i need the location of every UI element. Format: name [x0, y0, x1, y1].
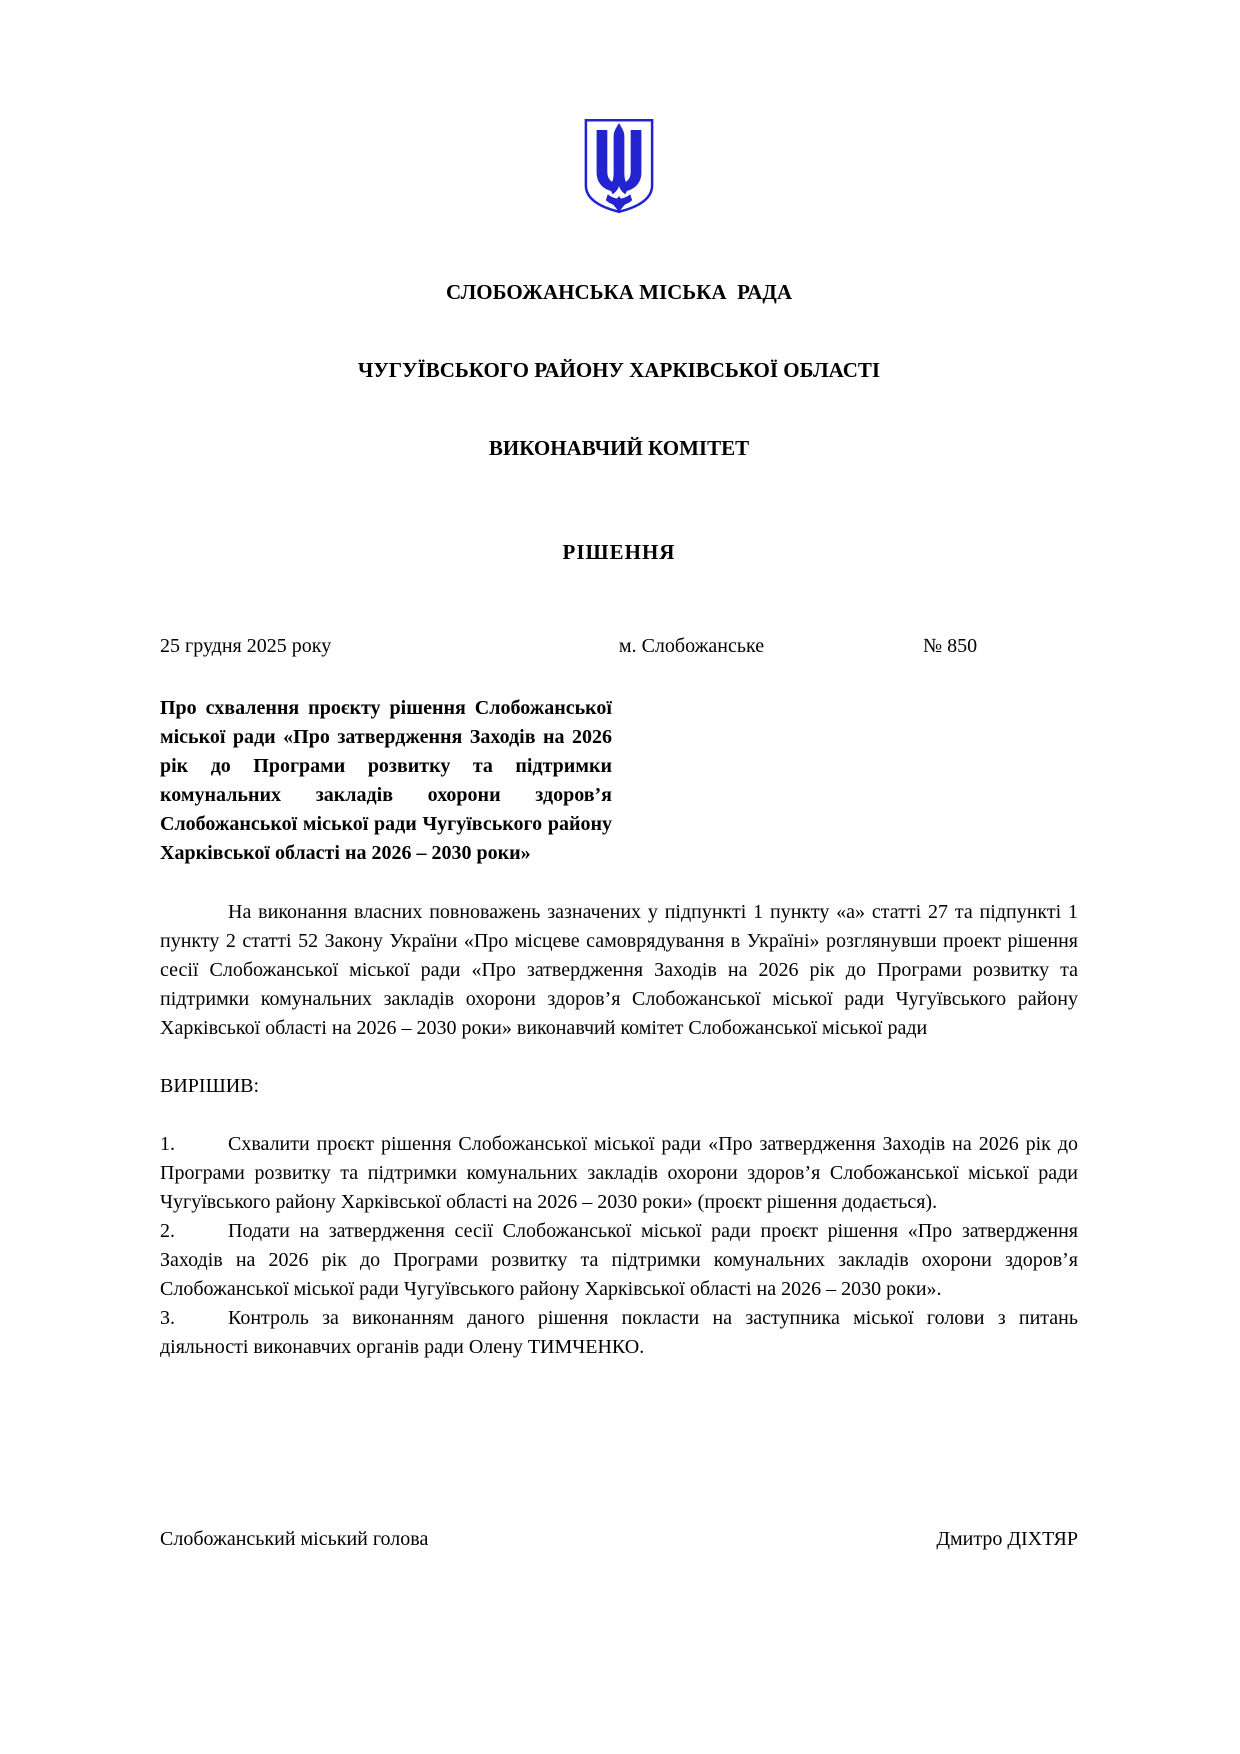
- resolution-items: [160, 1130, 1078, 1362]
- organization-header: [160, 227, 1078, 513]
- signatory-name: Дмитро ДІХТЯР: [936, 1528, 1078, 1550]
- ukraine-trident-emblem-icon: [582, 116, 656, 216]
- resolution-item-2: [160, 1217, 1078, 1304]
- signatory-position: Слобожанський міський голова: [160, 1528, 429, 1550]
- item-number: 2.: [160, 1220, 175, 1242]
- org-committee-line: ВИКОНАВЧИЙ КОМІТЕТ: [488, 436, 750, 460]
- document-number: № 850: [923, 635, 978, 657]
- item-text: Подати на затвердження сесії Слобожанської міської ради проєкт рішення «Про затвердження Заходів на 2026 рік до Програми розвитку та підтримки комунальних закладів охорони здоров’я Слобожанської міської ради Чугуївського району Харківської області на 2026 – 2030 роки».: [160, 1220, 1078, 1300]
- item-text: Контроль за виконанням даного рішення покласти на заступника міської голови з питань діяльності виконавчих органів ради Олену ТИМЧЕНКО.: [160, 1307, 1078, 1358]
- org-name-line: СЛОБОЖАНСЬКА МІСЬКА РАДА: [446, 280, 792, 304]
- preamble-paragraph: На виконання власних повноважень зазначених у підпункті 1 пункту «а» статті 27 та підпункті 1 пункту 2 статті 52 Закону України «Про місцеве самоврядування в Україні» розглянувши проект рішення сесії Слобожанської міської ради «Про затвердження Заходів на 2026 рік до Програми розвитку та підтримки комунальних закладів охорони здоров’я Слобожанської міської ради Чугуївського району Харківської області на 2026 – 2030 роки» виконавчий комітет Слобожанської міської ради: [160, 901, 1078, 1039]
- item-text: Схвалити проєкт рішення Слобожанської міської ради «Про затвердження Заходів на 2026 рік до Програми розвитку та підтримки комунальних закладів охорони здоров’я Слобожанської міської ради Чугуївського району Харківської області на 2026 – 2030 роки» (проєкт рішення додається).: [160, 1133, 1078, 1213]
- document-place: м. Слобожанське: [618, 635, 765, 657]
- resolved-label: ВИРІШИВ:: [160, 1075, 260, 1097]
- document-date: 25 грудня 2025 року: [160, 635, 332, 657]
- org-region-line: ЧУГУЇВСЬКОГО РАЙОНУ ХАРКІВСЬКОЇ ОБЛАСТІ: [357, 358, 881, 382]
- emblem-container: [160, 0, 1078, 221]
- meta-row: [160, 635, 1078, 658]
- document-type-heading: РІШЕННЯ: [562, 540, 676, 564]
- item-number: 1.: [160, 1133, 175, 1155]
- document-title: Про схвалення проєкту рішення Слобожанської міської ради «Про затвердження Заходів на 2026 рік до Програми розвитку та підтримки комунальних закладів охорони здоров’я Слобожанської міської ради Чугуївського району Харківської області на 2026 – 2030 роки»: [160, 697, 612, 864]
- item-number: 3.: [160, 1307, 175, 1329]
- resolution-item-3: [160, 1304, 1078, 1362]
- signature-row: [160, 1528, 1078, 1551]
- resolution-item-1: [160, 1130, 1078, 1217]
